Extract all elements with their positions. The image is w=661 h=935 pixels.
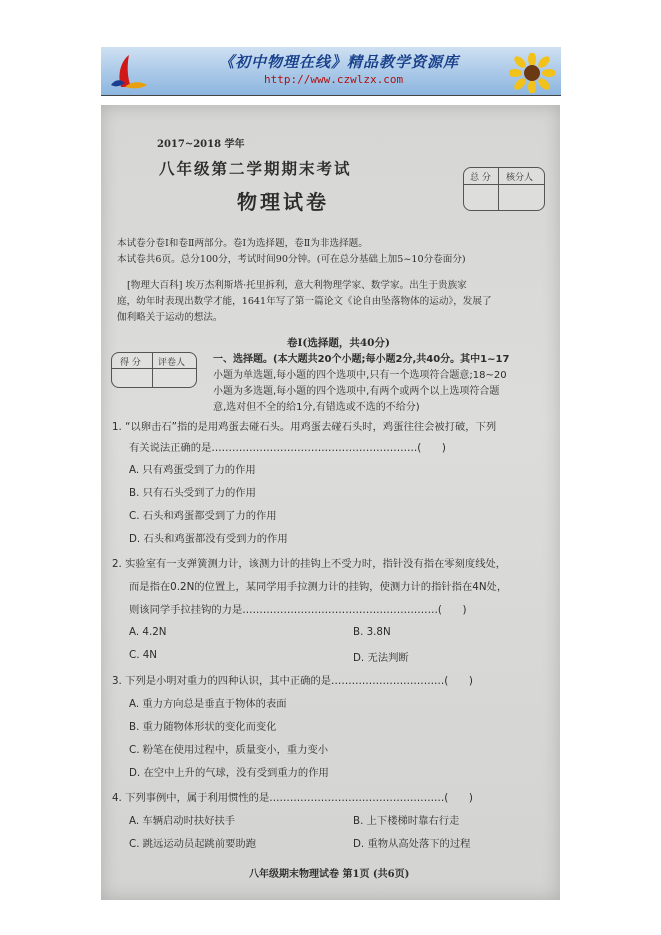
total-score-box xyxy=(463,167,545,211)
question-3-option-c: C. 粉笔在使用过程中，质量变小，重力变小 xyxy=(129,744,329,756)
grade-label: 得 分 xyxy=(120,358,141,368)
question-4-line-1: 4. 下列事例中，属于利用惯性的是……………………………………………( ) xyxy=(112,792,473,804)
exam-title: 八年级第二学期期末考试 xyxy=(159,159,352,178)
story-line-2: 庭，幼年时表现出数学才能，1641年写了第一篇论文《论自由坠落物体的运动》，发展了 xyxy=(117,296,492,307)
instruction-line-3: 小题为多选题,每小题的四个选项中,有两个或两个以上选项符合题 xyxy=(213,386,500,397)
question-2-line-2: 而是指在0.2N的位置上，某同学用手拉测力计的挂钩，使测力计的指针指在4N处， xyxy=(129,581,508,593)
site-banner xyxy=(101,47,561,96)
question-1-line-1: 1. “以卵击石”指的是用鸡蛋去碰石头。用鸡蛋去碰石头时，鸡蛋往往会被打破，下列 xyxy=(112,421,497,433)
banner-title: 《初中物理在线》精品教学资源库 xyxy=(219,53,460,71)
story-line-1: [物理大百科] 埃万杰利斯塔·托里拆利，意大利物理学家、数学家。出生于贵族家 xyxy=(127,280,467,291)
grader-label: 评卷人 xyxy=(158,358,186,368)
checker-label: 核分人 xyxy=(506,173,534,183)
question-1-option-a: A. 只有鸡蛋受到了力的作用 xyxy=(129,464,256,476)
question-1-option-c: C. 石头和鸡蛋都受到了力的作用 xyxy=(129,510,277,522)
question-4-option-d: D. 重物从高处落下的过程 xyxy=(353,838,471,850)
banner-url[interactable]: http://www.czwlzx.com xyxy=(264,73,404,86)
banner-divider xyxy=(101,95,561,96)
section-title: 卷Ⅰ(选择题，共40分) xyxy=(287,337,390,349)
question-1-option-d: D. 石头和鸡蛋都没有受到力的作用 xyxy=(129,533,288,545)
grade-box xyxy=(111,352,197,388)
question-2-option-b: B. 3.8N xyxy=(353,626,391,638)
instruction-line-1: 一、选择题。(本大题共20个小题;每小题2分,共40分。其中1~17 xyxy=(213,354,510,365)
question-1-line-2: 有关说法正确的是……………………………………………………( ) xyxy=(129,442,446,454)
intro-line-1: 本试卷分卷Ⅰ和卷Ⅱ两部分。卷Ⅰ为选择题，卷Ⅱ为非选择题。 xyxy=(117,238,368,249)
sunflower-icon xyxy=(509,53,555,93)
question-2-line-3: 则该同学手拉挂钩的力是…………………………………………………( ) xyxy=(129,604,467,616)
question-3-option-a: A. 重力方向总是垂直于物体的表面 xyxy=(129,698,287,710)
page-footer: 八年级期末物理试卷 第1页 (共6页) xyxy=(249,869,410,880)
site-logo-icon xyxy=(107,51,151,91)
question-3-line-1: 3. 下列是小明对重力的四种认识，其中正确的是……………………………( ) xyxy=(112,675,473,687)
school-year: 2017~2018 学年 xyxy=(157,139,245,150)
question-4-option-b: B. 上下楼梯时靠右行走 xyxy=(353,815,460,827)
question-4-option-c: C. 跳远运动员起跳前要助跑 xyxy=(129,838,257,850)
intro-line-2: 本试卷共6页。总分100分，考试时间90分钟。(可在总分基础上加5~10分卷面分) xyxy=(117,254,466,265)
exam-page xyxy=(101,105,560,900)
question-2-line-1: 2. 实验室有一支弹簧测力计，该测力计的挂钩上不受力时，指针没有指在零刻度线处， xyxy=(112,558,507,570)
question-3-option-d: D. 在空中上升的气球，没有受到重力的作用 xyxy=(129,767,329,779)
question-2-option-d: D. 无法判断 xyxy=(353,652,409,664)
question-3-option-b: B. 重力随物体形状的变化而变化 xyxy=(129,721,277,733)
question-4-option-a: A. 车辆启动时扶好扶手 xyxy=(129,815,236,827)
question-2-option-c: C. 4N xyxy=(129,649,157,661)
question-2-option-a: A. 4.2N xyxy=(129,626,167,638)
story-line-3: 伽利略关于运动的想法。 xyxy=(117,312,223,323)
instruction-line-4: 意,选对但不全的给1分,有错选或不选的不给分) xyxy=(213,402,420,413)
total-score-label: 总 分 xyxy=(470,173,491,183)
instruction-line-2: 小题为单选题,每小题的四个选项中,只有一个选项符合题意;18~20 xyxy=(213,370,507,381)
question-1-option-b: B. 只有石头受到了力的作用 xyxy=(129,487,256,499)
subject-title: 物理试卷 xyxy=(237,190,329,214)
